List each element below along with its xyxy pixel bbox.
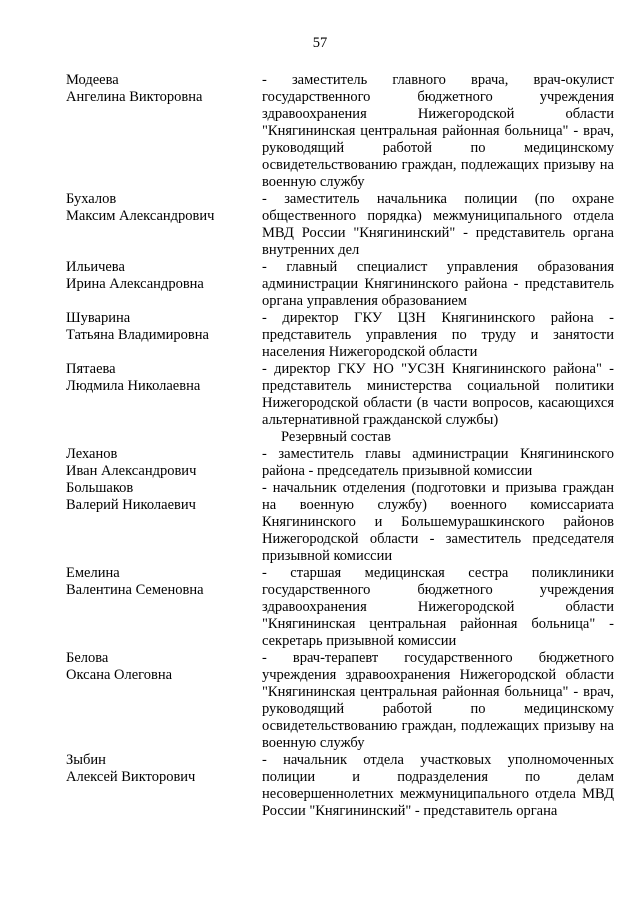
- member-surname: Емелина: [66, 565, 120, 581]
- reserve-member-entry: [66, 480, 614, 565]
- member-given-names: Валерий Николаевич: [66, 497, 196, 513]
- member-name: [66, 650, 262, 684]
- member-role: - заместитель главного врача, врач-окулист государственного бюджетного учреждения здравоохранения Нижегородской области "Княгининская центральная районная больница" - врач, руководящий работой по медицинскому освидетельствованию граждан, подлежащих призыву на военную службу: [262, 72, 614, 190]
- member-role: - старшая медицинская сестра поликлиники государственного бюджетного учреждения здравоохранения Нижегородской области "Княгининская центральная районная больница" - секретарь призывной комиссии: [262, 565, 614, 649]
- member-surname: Модеева: [66, 72, 119, 88]
- member-surname: Зыбин: [66, 752, 106, 768]
- reserve-member-entry: [66, 565, 614, 650]
- member-surname: Пятаева: [66, 361, 116, 377]
- member-name: [66, 361, 262, 395]
- member-entry: [66, 191, 614, 259]
- member-name: [66, 259, 262, 293]
- member-name: [66, 480, 262, 514]
- member-entry: [66, 72, 614, 191]
- member-entry: [66, 259, 614, 310]
- member-given-names: Алексей Викторович: [66, 769, 196, 785]
- member-entry: [66, 310, 614, 361]
- reserve-member-entry: [66, 752, 614, 820]
- member-given-names: Валентина Семеновна: [66, 582, 204, 598]
- member-surname: Бухалов: [66, 191, 117, 207]
- commission-list: [66, 72, 614, 820]
- member-name: [66, 310, 262, 344]
- member-name: [66, 72, 262, 106]
- reserve-member-entry: [66, 650, 614, 752]
- member-given-names: Оксана Олеговна: [66, 667, 173, 683]
- member-given-names: Иван Александрович: [66, 463, 197, 479]
- member-given-names: Ирина Александровна: [66, 276, 204, 292]
- member-role: - врач-терапевт государственного бюджетного учреждения здравоохранения Нижегородской области "Княгининская центральная районная больница" - врач, руководящий работой по медицинскому освидетельствованию граждан, подлежащих призыву на военную службу: [262, 650, 614, 751]
- member-given-names: Татьяна Владимировна: [66, 327, 209, 343]
- member-role: - директор ГКУ ЦЗН Княгининского района - представитель управления по труду и занятости населения Нижегородской области: [262, 310, 614, 360]
- member-given-names: Максим Александрович: [66, 208, 215, 224]
- member-surname: Шуварина: [66, 310, 131, 326]
- member-name: [66, 446, 262, 480]
- member-surname: Белова: [66, 650, 109, 666]
- page-number: 57: [312, 35, 328, 51]
- member-role: - заместитель начальника полиции (по охране общественного порядка) межмуниципального отдела МВД России "Княгининский" - представитель органа внутренних дел: [262, 191, 614, 258]
- member-role: - заместитель главы администрации Княгининского района - председатель призывной комиссии: [262, 446, 614, 479]
- member-surname: Ильичева: [66, 259, 125, 275]
- reserve-section-heading: Резервный состав: [281, 429, 391, 445]
- member-name: [66, 752, 262, 786]
- member-name: [66, 565, 262, 599]
- member-name: [66, 191, 262, 225]
- member-entry: [66, 361, 614, 429]
- member-given-names: Людмила Николаевна: [66, 378, 201, 394]
- member-role: - главный специалист управления образования администрации Княгининского района - представитель органа управления образованием: [262, 259, 614, 309]
- member-given-names: Ангелина Викторовна: [66, 89, 203, 105]
- member-surname: Леханов: [66, 446, 118, 462]
- reserve-member-entry: [66, 446, 614, 480]
- member-role: - начальник отдела участковых уполномоченных полиции и подразделения по делам несовершеннолетних межмуниципального отдела МВД России "Княгининский" - представитель органа: [262, 752, 614, 819]
- member-role: - начальник отделения (подготовки и призыва граждан на военную службу) военного комиссариата Княгининского и Большемурашкинского районов Нижегородской области - заместитель председателя призывной комиссии: [262, 480, 614, 564]
- member-surname: Большаков: [66, 480, 134, 496]
- member-role: - директор ГКУ НО "УСЗН Княгининского района" - представитель министерства социальной политики Нижегородской области (в части вопросов, касающихся альтернативной гражданской службы): [262, 361, 614, 428]
